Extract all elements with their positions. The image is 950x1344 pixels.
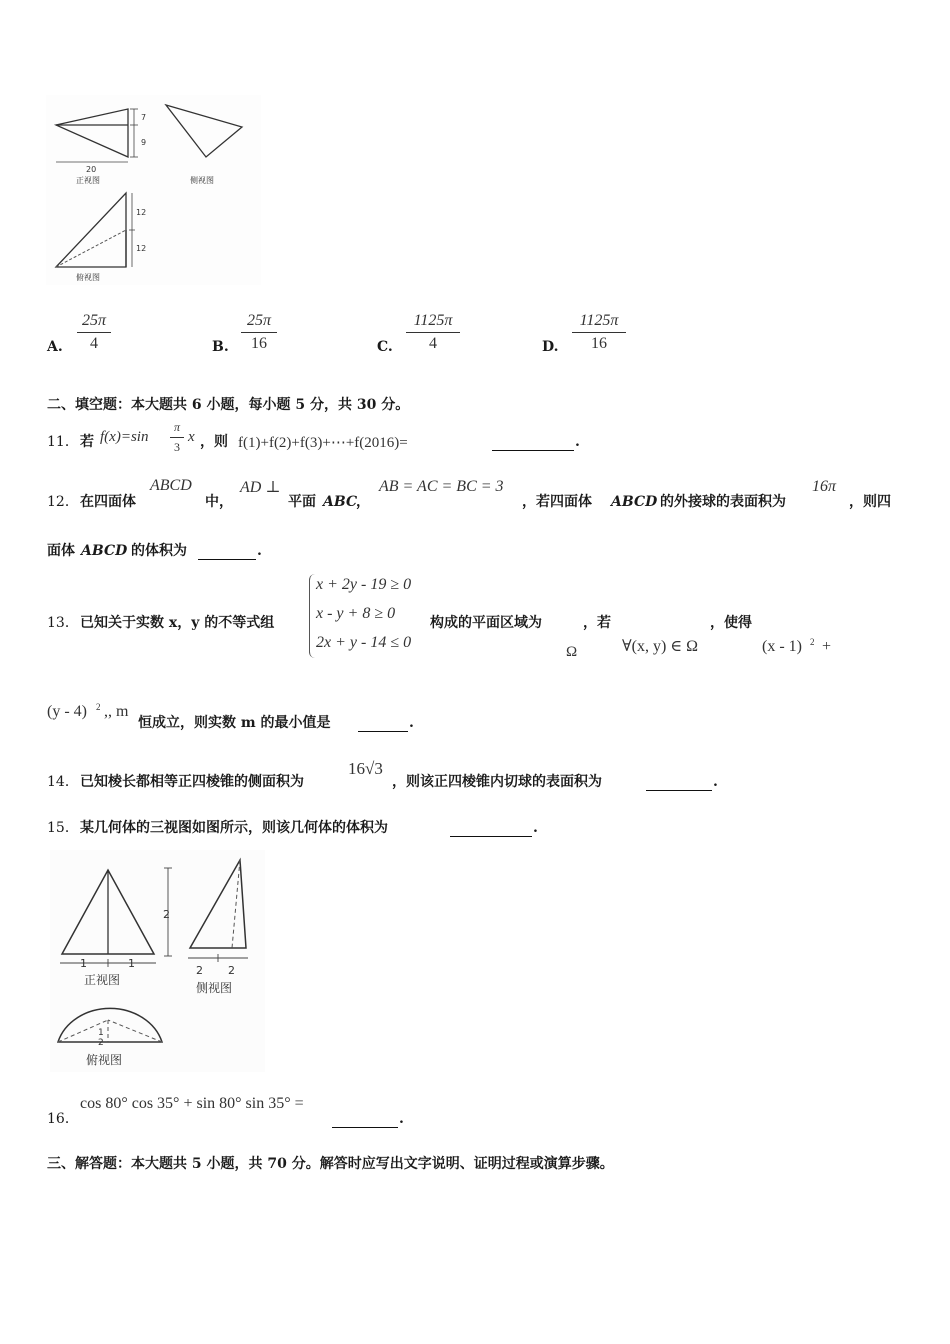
q12-line2b: 的体积为 bbox=[131, 543, 187, 559]
q12-text2: 中， bbox=[205, 494, 233, 510]
q14-text1: 已知棱长都相等正四棱锥的侧面积为 bbox=[80, 774, 304, 790]
q13-text4: ，使得 bbox=[710, 615, 752, 631]
q12-text1: 在四面体 bbox=[80, 494, 136, 510]
q13-ineq2: x - y + 8 ≥ 0 bbox=[316, 605, 396, 622]
q13-ineq1: x + 2y - 19 ≥ 0 bbox=[316, 576, 412, 593]
q13-text3: ，若 bbox=[583, 615, 611, 631]
choice-b-fraction bbox=[241, 312, 277, 353]
fig2-base-left: 1 bbox=[80, 957, 87, 970]
q12-comma: ， bbox=[356, 494, 370, 510]
fig1-dim-width: 20 bbox=[86, 165, 97, 174]
choice-b-denominator: 16 bbox=[251, 335, 267, 352]
q11-pi: π bbox=[170, 420, 184, 438]
figure-2-drawing bbox=[50, 850, 265, 1072]
choice-c-letter: C. bbox=[377, 339, 393, 355]
choice-d-letter: D. bbox=[542, 339, 559, 355]
q16-expression: cos 80° cos 35° + sin 80° sin 35° = bbox=[80, 1095, 304, 1112]
q13-brace bbox=[309, 574, 316, 658]
choice-a-fraction bbox=[77, 312, 111, 353]
figure-1-three-views bbox=[46, 95, 261, 285]
q12-end: . bbox=[257, 543, 262, 559]
q12-text3: 平面 bbox=[288, 494, 316, 510]
q15-text: 某几何体的三视图如图所示，则该几何体的体积为 bbox=[80, 820, 388, 836]
q12-text4: ，若四面体 bbox=[522, 494, 592, 510]
choice-c-numerator: 1125π bbox=[406, 312, 460, 333]
fig1-dim-top: 7 bbox=[141, 113, 147, 122]
fig2-front-label: 正视图 bbox=[84, 973, 121, 987]
q11-function: f(x)=sin bbox=[100, 429, 149, 445]
q13-text2: 构成的平面区域为 bbox=[430, 615, 542, 631]
q13-y-square: 2 bbox=[96, 702, 101, 712]
q11-answer-blank bbox=[492, 436, 574, 451]
q13-forall: ∀(x, y) ∈ Ω bbox=[622, 638, 699, 655]
choice-b-letter: B. bbox=[212, 339, 229, 355]
q12-number: 12． bbox=[47, 494, 79, 510]
q14-number: 14． bbox=[47, 774, 79, 790]
section-2-heading: 二、填空题：本大题共 6 小题，每小题 5 分，共 30 分。 bbox=[47, 397, 410, 413]
fig1-top-label: 俯视图 bbox=[76, 273, 100, 282]
q11-end: . bbox=[575, 434, 580, 450]
q11-mid: ，则 bbox=[200, 434, 228, 450]
q13-omega: Ω bbox=[566, 644, 578, 660]
q14-answer-blank bbox=[646, 776, 712, 791]
q13-ypart: (y - 4) bbox=[47, 703, 87, 720]
choice-d-fraction bbox=[572, 312, 626, 353]
q11-pre: 若 bbox=[80, 434, 94, 450]
figure-2-three-views bbox=[50, 850, 265, 1072]
fig2-top-label: 俯视图 bbox=[86, 1053, 123, 1067]
q16-number: 16． bbox=[47, 1111, 79, 1127]
choice-c-denominator: 4 bbox=[429, 335, 437, 352]
q12-answer-blank bbox=[198, 545, 256, 560]
q12-text5: 的外接球的表面积为 bbox=[660, 494, 786, 510]
fig2-top-den: 2 bbox=[98, 1038, 104, 1048]
choice-d-denominator: 16 bbox=[591, 335, 607, 352]
fig1-front-label: 正视图 bbox=[76, 176, 100, 185]
q13-plus: + bbox=[822, 638, 832, 655]
q13-end: . bbox=[409, 715, 414, 731]
q12-text6: ，则四 bbox=[849, 494, 891, 510]
q11-pi-over-3 bbox=[170, 420, 184, 455]
q12-abcd3: ABCD bbox=[81, 543, 128, 559]
q16-answer-blank bbox=[332, 1113, 398, 1128]
q11-sum: f(1)+f(2)+f(3)+⋯+f(2016)= bbox=[238, 435, 408, 451]
choice-a-letter: A. bbox=[47, 339, 63, 355]
fig2-height: 2 bbox=[163, 908, 170, 921]
fig2-side-label: 侧视图 bbox=[196, 981, 233, 995]
fig1-dim-bottom: 9 bbox=[141, 138, 147, 147]
q15-end: . bbox=[533, 820, 538, 836]
fig2-top-frac: 1 bbox=[98, 1028, 104, 1038]
choice-d-numerator: 1125π bbox=[572, 312, 626, 333]
section-3-heading: 三、解答题：本大题共 5 小题，共 70 分。解答时应写出文字说明、证明过程或演算步骤。 bbox=[47, 1156, 614, 1172]
q12-perp: AD ⊥ bbox=[240, 479, 281, 496]
q13-x-square: 2 bbox=[810, 637, 815, 647]
choice-a-denominator: 4 bbox=[90, 335, 98, 352]
q13-le-m: ,, m bbox=[104, 703, 129, 720]
q12-line2a: 面体 bbox=[47, 543, 75, 559]
q16-end: . bbox=[399, 1111, 404, 1127]
q13-number: 13． bbox=[47, 615, 79, 631]
q12-abcd: ABCD bbox=[150, 477, 192, 494]
choice-a-numerator: 25π bbox=[77, 312, 111, 333]
q14-text2: ，则该正四棱锥内切球的表面积为 bbox=[392, 774, 602, 790]
q15-number: 15． bbox=[47, 820, 79, 836]
q13-text1: 已知关于实数 x，y 的不等式组 bbox=[80, 615, 275, 631]
q12-area: 16π bbox=[812, 478, 837, 495]
q12-equalities: AB = AC = BC = 3 bbox=[379, 478, 504, 495]
q14-end: . bbox=[713, 774, 718, 790]
fig2-side-left: 2 bbox=[196, 964, 203, 977]
fig1-side-label: 侧视图 bbox=[190, 176, 214, 185]
fig1-top-dim-upper: 12 bbox=[136, 208, 147, 217]
q12-abcd2: ABCD bbox=[611, 494, 658, 510]
q13-xpart: (x - 1) bbox=[762, 638, 802, 655]
q14-value: 16√3 bbox=[348, 759, 383, 778]
choice-b-numerator: 25π bbox=[241, 312, 277, 333]
fig1-top-dim-lower: 12 bbox=[136, 244, 147, 253]
figure-1-drawing bbox=[46, 95, 261, 285]
q13-ineq3: 2x + y - 14 ≤ 0 bbox=[316, 634, 412, 651]
q12-abc: ABC bbox=[323, 494, 358, 510]
fig2-base-right: 1 bbox=[128, 957, 135, 970]
q13-answer-blank bbox=[358, 717, 408, 732]
q11-number: 11． bbox=[47, 434, 79, 450]
q13-text5: 恒成立，则实数 m 的最小值是 bbox=[138, 715, 331, 731]
q15-answer-blank bbox=[450, 822, 532, 837]
q11-x: x bbox=[188, 429, 195, 445]
fig2-side-right: 2 bbox=[228, 964, 235, 977]
q11-three: 3 bbox=[174, 440, 180, 454]
choice-c-fraction bbox=[406, 312, 460, 353]
